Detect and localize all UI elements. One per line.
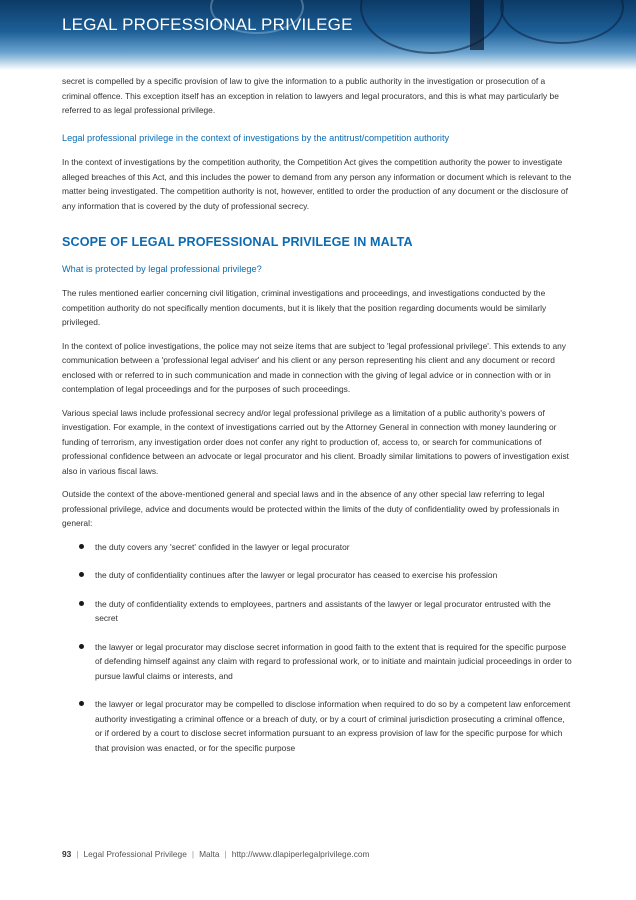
- list-item: [62, 697, 574, 755]
- confidentiality-bullet-list: [62, 540, 574, 756]
- bullet-icon: [79, 544, 84, 549]
- bullet-icon: [79, 601, 84, 606]
- footer-doc-title: Legal Professional Privilege: [83, 849, 187, 859]
- list-item: [62, 568, 574, 583]
- page-number: 93: [62, 849, 72, 859]
- list-item-text: the duty of confidentiality extends to employees, partners and assistants of the lawyer or legal procurator entrusted with the secret: [95, 598, 551, 623]
- intro-paragraph: secret is compelled by a specific provision of law to give the information to a public authority in the investigation or prosecution of a criminal offence. This exception itself has an exception in relation to lawyers and legal procurators, and this is what may particularly be referred to as legal professional privilege.: [62, 76, 559, 115]
- bullet-icon: [79, 701, 84, 706]
- page-header-title: LEGAL PROFESSIONAL PRIVILEGE: [62, 15, 353, 34]
- list-item: [62, 597, 574, 626]
- paragraph-outside-context: Outside the context of the above-mentioned general and special laws and in the absence of any other special law referring to legal professional privilege, advice and documents would be protected within the limits of the duty of confidentiality owed by professionals in general:: [62, 489, 560, 528]
- paragraph-competition-act: In the context of investigations by the competition authority, the Competition Act gives the competition authority the power to investigate alleged breaches of this Act, and this includes the power to demand from any person any information or document which is relevant to the matter being investigated. The competition authority is not, however, entitled to order the production of any document or the disclosure of any information that is covered by the duty of professional secrecy.: [62, 157, 572, 211]
- list-item-text: the lawyer or legal procurator may disclose secret information in good faith to the extent that is required for the specific purpose of defending himself against any claim with regard to professional work, or to initiate and maintain judicial proceedings in order to pursue lawful claims or interests, and: [95, 641, 572, 681]
- footer-separator: |: [76, 849, 79, 859]
- section-title-scope: SCOPE OF LEGAL PROFESSIONAL PRIVILEGE IN MALTA: [62, 235, 413, 249]
- banner-decoration: [500, 0, 624, 44]
- page-footer: [62, 849, 370, 859]
- bullet-icon: [79, 572, 84, 577]
- footer-url-link[interactable]: http://www.dlapiperlegalprivilege.com: [231, 849, 370, 859]
- list-item-text: the lawyer or legal procurator may be compelled to disclose information when required to do so by a competent law enforcement authority investigating a criminal offence or a breach of duty, or by a court of criminal jurisdiction prosecuting a criminal offence, or if ordered by a court to disclose secret information pursuant to an express provision of law for the specific purpose for which that provision was enacted, or for the specific purpose: [95, 699, 571, 753]
- footer-country: Malta: [199, 849, 220, 859]
- banner-decoration: [470, 0, 484, 50]
- footer-separator: |: [224, 849, 227, 859]
- bullet-icon: [79, 644, 84, 649]
- footer-separator: |: [191, 849, 195, 859]
- document-body: [62, 74, 574, 769]
- paragraph-rules-mentioned: The rules mentioned earlier concerning civil litigation, criminal investigations and proceedings, and investigations conducted by the competition authority do not specifically mention documents, but it is likely that the position regarding documents would be similarly privileged.: [62, 288, 547, 327]
- paragraph-special-laws: Various special laws include professional secrecy and/or legal professional privilege as a limitation of a public authority's powers of investigation. For example, in the context of investigations carried out by the Attorney General in connection with money laundering or funding of terrorism, any investigation order does not confer any right to production of, access to, or search for communications of professional confidence between an advocate or legal procurator and his client. Broadly similar limitations to powers of investigation exist also in various fiscal laws.: [62, 407, 569, 476]
- list-item: [62, 540, 574, 555]
- header-banner: [0, 0, 636, 70]
- list-item-text: the duty covers any 'secret' confided in the lawyer or legal procurator: [95, 541, 350, 552]
- list-item-text: the duty of confidentiality continues after the lawyer or legal procurator has ceased to exercise his profession: [95, 570, 498, 580]
- subheading-what-is-protected: What is protected by legal professional privilege?: [62, 263, 262, 274]
- list-item: [62, 640, 574, 684]
- subheading-competition-authority: Legal professional privilege in the context of investigations by the antitrust/competition authority: [62, 132, 450, 143]
- paragraph-police-investigations: In the context of police investigations, the police may not seize items that are subject to 'legal professional privilege'. This extends to any communication between a 'professional legal adviser' and his client or any person representing his client and any document or record enclosed with or referred to in such communication and made in connection with the giving of legal advice or in connection with or in contemplation of legal proceedings and for the purposes of such proceedings.: [62, 340, 566, 394]
